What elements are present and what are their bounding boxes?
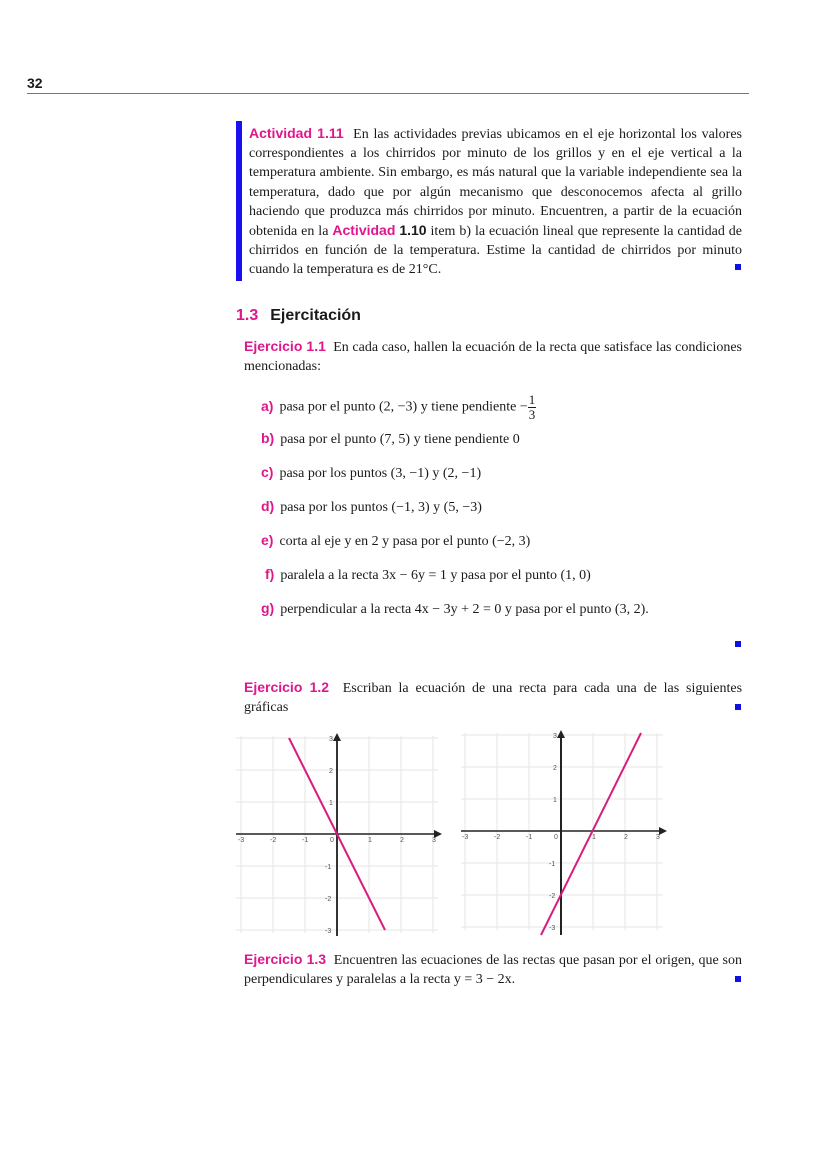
svg-text:-2: -2 bbox=[494, 834, 501, 841]
graph-1 bbox=[230, 728, 445, 940]
list-item bbox=[261, 498, 482, 516]
list-item bbox=[265, 566, 591, 584]
list-item bbox=[261, 532, 530, 550]
exercise-1-1-text: En cada caso, hallen la ecuación de la recta que satisface las condiciones mencionadas: bbox=[244, 340, 743, 375]
section-title: Ejercitación bbox=[270, 307, 361, 324]
item-label: d) bbox=[261, 498, 275, 514]
item-text: pasa por los puntos (3, −1) y (2, −1) bbox=[279, 466, 482, 481]
svg-text:1: 1 bbox=[592, 834, 596, 841]
svg-text:1: 1 bbox=[329, 800, 333, 807]
item-label: f) bbox=[265, 566, 275, 582]
svg-text:2: 2 bbox=[400, 837, 404, 844]
x-axis-arrow-icon bbox=[659, 827, 667, 835]
y-axis-arrow-icon bbox=[333, 733, 341, 741]
exercise-1-1-label: Ejercicio 1.1 bbox=[244, 338, 326, 354]
svg-text:-3: -3 bbox=[549, 925, 556, 932]
fraction: $\frac{1}{3}$ bbox=[528, 392, 536, 422]
svg-text:2: 2 bbox=[329, 768, 333, 775]
end-of-exercise-marker bbox=[735, 704, 741, 710]
item-label: c) bbox=[261, 464, 274, 480]
svg-text:-2: -2 bbox=[270, 837, 277, 844]
exercise-1-2 bbox=[244, 678, 742, 717]
svg-text:3: 3 bbox=[432, 837, 436, 844]
svg-text:-1: -1 bbox=[526, 834, 533, 841]
activity-text-part1: En las actividades previas ubicamos en el eje horizontal los valores correspondientes a los chirridos por minuto de los grillos y en el eje vertical a la temperatura ambiente. Sin embargo, es más natural que la variable independiente sea la temperatura, dado que por algún mecanismo que desconocemos afecta al grillo haciendo que produzca más chirridos por minuto. Encuentren, a partir de la ecuación obtenida en la bbox=[249, 127, 742, 240]
section-heading bbox=[236, 307, 361, 325]
header-rule bbox=[27, 93, 749, 94]
activity-sidebar-bar bbox=[236, 121, 242, 281]
y-axis-arrow-icon bbox=[557, 730, 565, 738]
svg-text:-2: -2 bbox=[325, 896, 332, 903]
svg-text:-1: -1 bbox=[325, 864, 332, 871]
exercise-1-1 bbox=[244, 337, 742, 376]
item-label: e) bbox=[261, 532, 274, 548]
list-item bbox=[261, 600, 649, 618]
item-text: pasa por el punto (2, −3) y tiene pendiente − bbox=[279, 399, 528, 415]
end-of-activity-marker bbox=[735, 264, 741, 270]
svg-text:3: 3 bbox=[329, 736, 333, 743]
exercise-1-3-text: Encuentren las ecuaciones de las rectas que pasan por el origen, que son perpendiculares y paralelas a la recta y = 3 − 2x. bbox=[244, 953, 742, 988]
exercise-1-2-label: Ejercicio 1.2 bbox=[244, 679, 330, 695]
svg-text:1: 1 bbox=[368, 837, 372, 844]
exercise-1-3-label: Ejercicio 1.3 bbox=[244, 951, 327, 967]
activity-text-part2: item b) la ecuación lineal que represente la cantidad de chirridos en función de la temperatura. Estime la cantidad de chirridos por minuto cuando la temperatura es de 21°C. bbox=[249, 224, 743, 278]
item-text: pasa por los puntos (−1, 3) y (5, −3) bbox=[280, 500, 482, 515]
activity-ref-label: Actividad bbox=[332, 222, 396, 239]
item-text: paralela a la recta 3x − 6y = 1 y pasa por el punto (1, 0) bbox=[280, 568, 591, 583]
list-item bbox=[261, 430, 520, 448]
svg-text:2: 2 bbox=[553, 765, 557, 772]
item-text: corta al eje y en 2 y pasa por el punto (−2, 3) bbox=[279, 534, 531, 549]
svg-text:2: 2 bbox=[624, 834, 628, 841]
item-text: pasa por el punto (7, 5) y tiene pendiente 0 bbox=[280, 432, 520, 447]
item-label: b) bbox=[261, 430, 275, 446]
svg-text:-3: -3 bbox=[325, 928, 332, 935]
activity-label: Actividad 1.11 bbox=[249, 125, 344, 141]
activity-ref-num: 1.10 bbox=[399, 222, 427, 239]
list-item bbox=[261, 464, 481, 482]
page-number: 32 bbox=[27, 75, 43, 91]
section-number: 1.3 bbox=[236, 307, 259, 324]
exercise-1-3 bbox=[244, 950, 742, 989]
svg-text:0: 0 bbox=[330, 837, 334, 844]
item-label: g) bbox=[261, 600, 275, 616]
activity-block bbox=[249, 124, 742, 280]
svg-text:-2: -2 bbox=[549, 893, 556, 900]
end-of-exercise-marker bbox=[735, 976, 741, 982]
graph-2 bbox=[455, 725, 670, 940]
exercise-1-2-text: Escriban la ecuación de una recta para cada una de las siguientes gráficas bbox=[244, 681, 743, 716]
svg-text:3: 3 bbox=[553, 733, 557, 740]
svg-text:-1: -1 bbox=[302, 837, 309, 844]
svg-text:1: 1 bbox=[553, 797, 557, 804]
list-item bbox=[261, 393, 536, 422]
item-text: perpendicular a la recta 4x − 3y + 2 = 0 y pasa por el punto (3, 2). bbox=[280, 602, 649, 617]
svg-text:-3: -3 bbox=[238, 837, 245, 844]
svg-text:0: 0 bbox=[554, 834, 558, 841]
svg-text:-3: -3 bbox=[462, 834, 469, 841]
end-of-exercise-marker bbox=[735, 641, 741, 647]
svg-text:3: 3 bbox=[656, 834, 660, 841]
svg-text:-1: -1 bbox=[549, 861, 556, 868]
item-label: a) bbox=[261, 397, 274, 414]
